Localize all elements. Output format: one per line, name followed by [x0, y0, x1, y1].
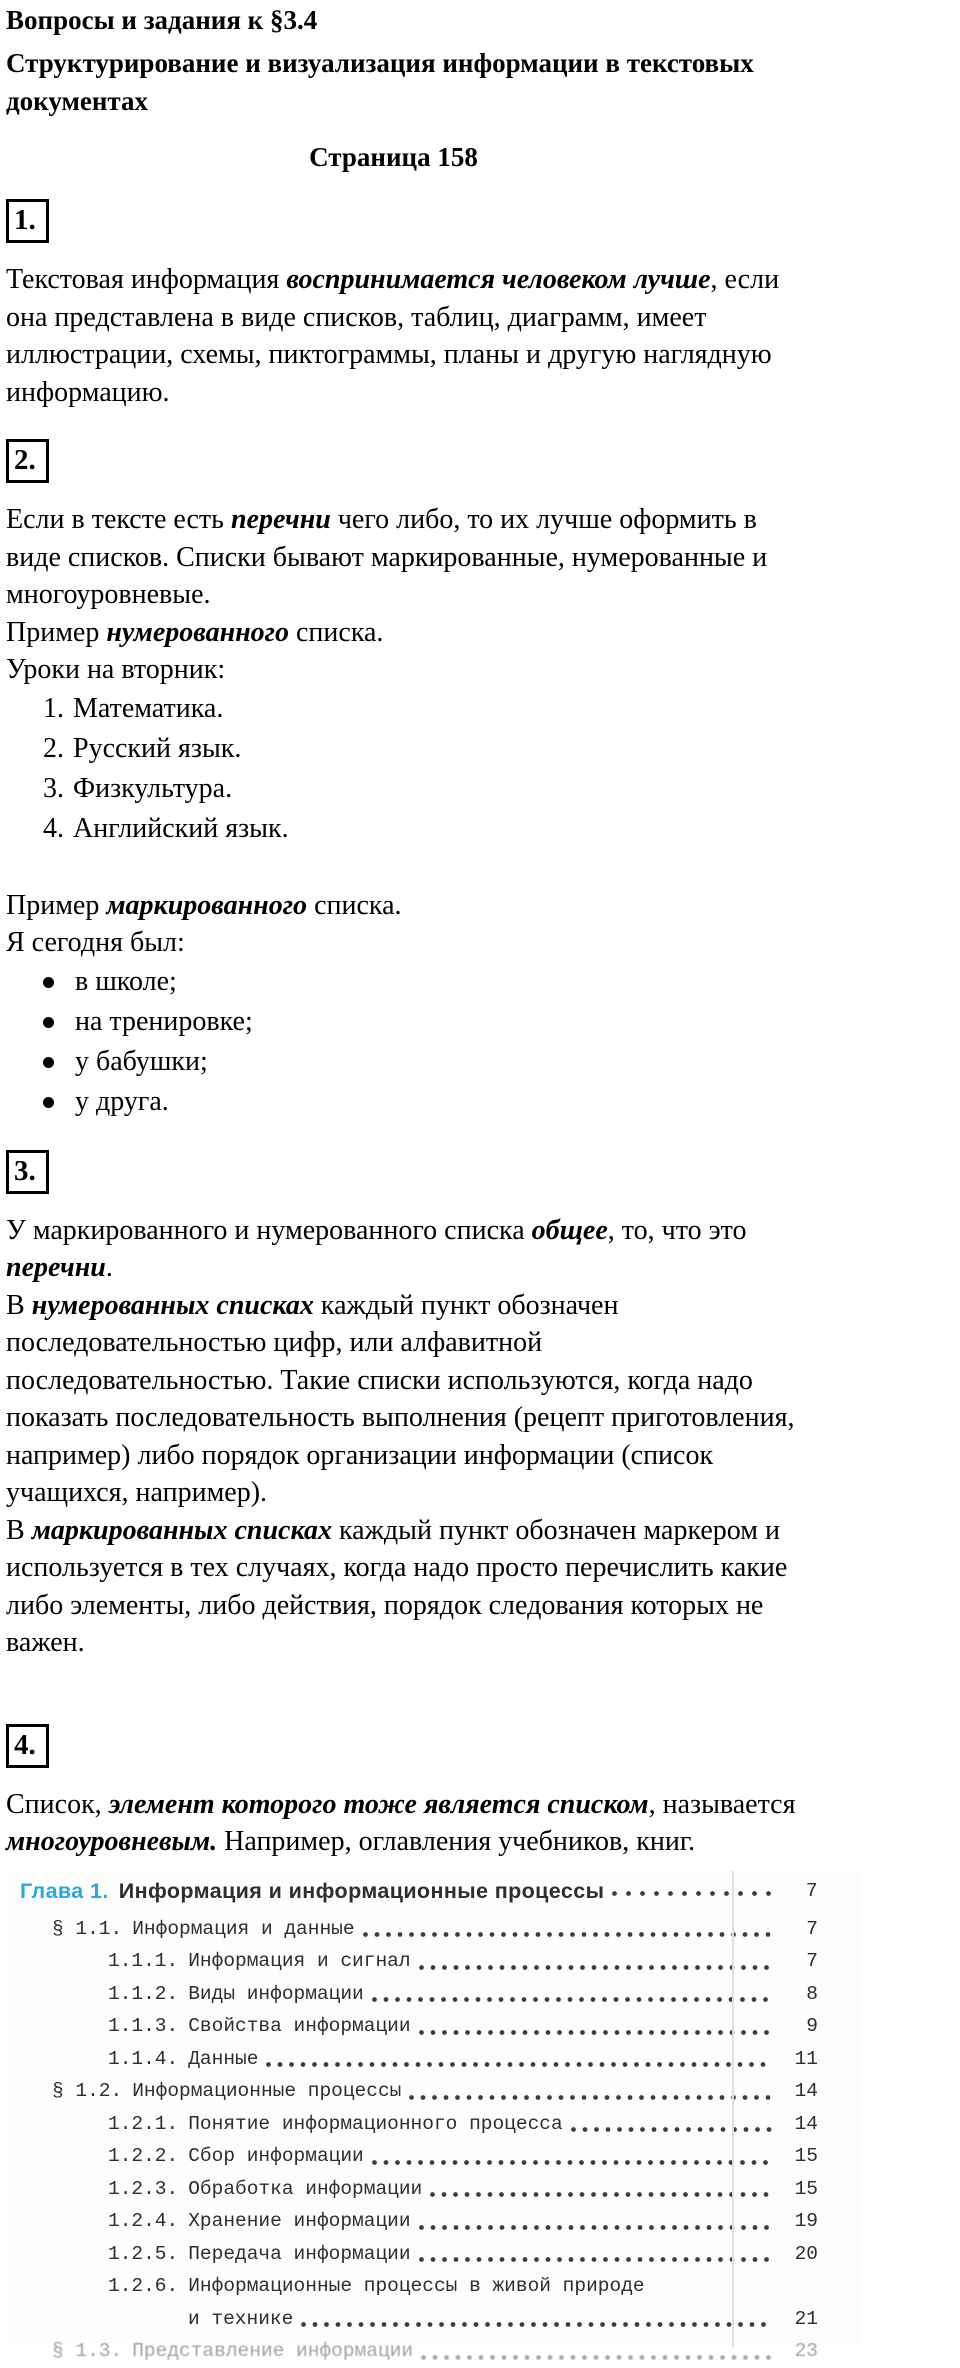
toc-entry-title: и технике	[188, 2307, 294, 2330]
text-segment: нумерованного	[106, 616, 289, 648]
list-number: 1.	[43, 692, 64, 724]
toc-leader	[363, 1913, 772, 1946]
answer-paragraph	[6, 924, 811, 962]
toc-image	[8, 1871, 860, 2362]
list-item-text: у бабушки;	[75, 1045, 208, 1077]
page-edge-line	[732, 1871, 734, 2347]
text-segment: Список,	[6, 1788, 109, 1820]
answer-paragraph	[6, 887, 811, 925]
toc-page-number: 7	[805, 1879, 818, 1902]
text-segment: маркированных списках	[31, 1514, 332, 1546]
answer-paragraph	[6, 1786, 811, 1861]
answer-paragraph	[6, 651, 811, 689]
toc-leader	[419, 2205, 772, 2238]
list-item-text: на тренировке;	[75, 1005, 253, 1037]
toc-entry-title: Представление информации	[132, 2340, 414, 2362]
toc-leader	[419, 2238, 772, 2271]
text-segment: маркированного	[106, 889, 308, 921]
toc-entry-title: Информационные процессы в живой природе	[188, 2275, 645, 2297]
answer-body	[6, 1786, 960, 1861]
text-segment: Уроки на вторник:	[6, 654, 226, 685]
toc-entry-number: 1.2.1.	[108, 2112, 179, 2135]
toc-leader	[612, 1877, 772, 1905]
answer-number-box: 3.	[6, 1150, 49, 1194]
list-item-text: у друга.	[75, 1085, 169, 1117]
toc-page-number: 15	[794, 2177, 818, 2200]
text-segment: воспринимается человеком лучше	[286, 264, 711, 295]
toc-page-number: 11	[794, 2047, 818, 2070]
toc-page-number: 9	[806, 2015, 818, 2037]
answer-paragraph	[6, 261, 811, 411]
answer-paragraph	[6, 1287, 811, 1512]
text-segment: Например, оглавления учебников, книг.	[217, 1826, 696, 1857]
bulleted-list	[6, 962, 811, 1122]
toc-entry-number: 1.1.1.	[108, 1950, 179, 1972]
text-segment: Текстовая информация	[6, 264, 287, 295]
toc-entry-title: Информация и сигнал	[188, 1950, 411, 1972]
text-segment: , то, что это	[607, 1214, 747, 1246]
list-item-text: Английский язык.	[73, 812, 289, 844]
toc-entry-number: 1.2.2.	[108, 2145, 179, 2167]
numbered-list-item	[6, 769, 811, 809]
answer-paragraph	[6, 501, 811, 614]
list-item-text: Русский язык.	[73, 732, 242, 764]
toc-leader	[266, 2043, 772, 2076]
toc-leader	[301, 2303, 772, 2336]
text-segment: Я сегодня был:	[6, 927, 185, 958]
page-title: Вопросы и задания к §3.4	[6, 5, 318, 35]
toc-entry-title: Информационные процессы	[132, 2080, 402, 2102]
toc-entry-number: 1.1.3.	[108, 2015, 179, 2037]
text-segment: элемент которого тоже является списком	[108, 1788, 649, 1820]
toc-page-number: 8	[806, 1982, 818, 2005]
text-segment: списка.	[307, 889, 402, 921]
toc-entry-title: Свойства информации	[188, 2015, 411, 2037]
toc-entry-title: Информация и данные	[132, 1917, 355, 1940]
text-segment: В	[6, 1289, 32, 1321]
document-header	[6, 4, 960, 173]
toc-entry-number: § 1.1.	[52, 1917, 123, 1940]
toc-entry-title: Обработка информации	[188, 2177, 423, 2200]
toc-row	[8, 2335, 860, 2368]
toc-entry-title: Данные	[188, 2047, 259, 2070]
text-segment: .	[105, 1252, 113, 1283]
bulleted-list-item	[6, 1082, 811, 1122]
toc-entry-number: 1.2.3.	[108, 2177, 179, 2200]
list-item-text: Физкультура.	[73, 772, 233, 804]
text-segment: В	[6, 1514, 32, 1546]
toc-leader	[571, 2108, 772, 2141]
answer-body	[6, 1212, 960, 1662]
text-segment: У маркированного и нумерованного списка	[6, 1214, 532, 1246]
bulleted-list-item	[6, 1042, 811, 1082]
toc-entry-number: 1.2.4.	[108, 2210, 179, 2232]
bullet-icon	[43, 1097, 54, 1108]
toc-leader	[419, 1945, 772, 1978]
bullet-icon	[43, 977, 54, 988]
list-number: 3.	[43, 772, 64, 804]
text-segment: общее	[531, 1214, 608, 1246]
text-segment: Пример	[6, 889, 107, 921]
list-item-text: Математика.	[73, 692, 224, 724]
toc-entry-title: Понятие информационного процесса	[188, 2112, 563, 2135]
text-segment: Пример	[6, 616, 107, 648]
toc-leader	[419, 2010, 772, 2043]
answer-number-box: 1.	[6, 199, 49, 243]
numbered-list	[6, 689, 811, 849]
text-segment: нумерованных списках	[31, 1289, 314, 1321]
text-segment: каждый пункт обозначен маркером и используется в тех случаях, когда надо просто перечислить какие либо элементы, либо действия, порядок следования которых не важен.	[6, 1514, 788, 1658]
text-segment: Если в тексте есть	[6, 504, 231, 535]
bulleted-list-item	[6, 962, 811, 1002]
page-subtitle: Структурирование и визуализация информации в текстовых документах	[6, 48, 754, 116]
toc-leader	[421, 2335, 772, 2368]
toc-leader	[409, 2075, 772, 2108]
toc-entry-title: Хранение информации	[188, 2210, 411, 2232]
toc-entry-title: Сбор информации	[188, 2145, 364, 2167]
answer-paragraph	[6, 1512, 811, 1662]
text-segment: многоуровневым.	[6, 1826, 218, 1857]
text-segment: чего либо, то их лучше оформить в виде списков. Списки бывают маркированные, нумерованные и многоуровневые.	[6, 504, 768, 610]
toc-page-number: 21	[794, 2307, 818, 2330]
textbook-page-reference: Страница 158	[309, 142, 478, 172]
text-segment: перечни	[230, 504, 331, 535]
toc-page-number: 20	[794, 2242, 818, 2265]
answers-list	[6, 199, 960, 1861]
bullet-icon	[43, 1057, 54, 1068]
toc-entry-title: Передача информации	[188, 2242, 411, 2265]
toc-page-number: 7	[806, 1917, 818, 1940]
blank-line	[6, 849, 960, 887]
toc-page-number: 14	[794, 2080, 818, 2102]
toc-entry-number: § 1.2.	[52, 2080, 123, 2102]
toc-chapter-label: Глава 1.	[20, 1878, 109, 1903]
toc-entry-title: Виды информации	[188, 1982, 364, 2005]
toc-entry-number: 1.2.5.	[108, 2242, 179, 2265]
bulleted-list-item	[6, 1002, 811, 1042]
answer-body	[6, 261, 960, 411]
answer-section	[6, 199, 960, 411]
toc-page-number: 23	[794, 2340, 818, 2362]
answer-paragraph	[6, 614, 811, 652]
answer-body	[6, 501, 960, 1122]
answer-section	[6, 1724, 960, 1861]
answer-section	[6, 1150, 960, 1662]
list-number: 2.	[43, 732, 64, 764]
text-segment: , называется	[648, 1788, 796, 1820]
toc-leader	[372, 1978, 772, 2011]
answer-section	[6, 439, 960, 1122]
text-segment: списка.	[289, 616, 384, 648]
list-number: 4.	[43, 812, 64, 844]
numbered-list-item	[6, 729, 811, 769]
toc-leader	[430, 2173, 772, 2206]
toc-entry-number: 1.2.6.	[108, 2275, 179, 2297]
toc-page-number: 15	[794, 2145, 818, 2167]
numbered-list-item	[6, 689, 811, 729]
toc-leader	[372, 2140, 772, 2173]
toc-entry-number: 1.1.2.	[108, 1982, 179, 2005]
text-segment: каждый пункт обозначен последовательностью цифр, или алфавитной последовательностью. Такие списки используются, когда надо показать последовательность выполнения (рецепт приготовления, например) либо порядок организации информации (список учащихся, например).	[6, 1289, 795, 1508]
text-segment: , если она представлена в виде списков, таблиц, диаграмм, имеет иллюстрации, схемы, пиктограммы, планы и другую наглядную информацию.	[6, 264, 780, 408]
toc-page-number: 19	[794, 2210, 818, 2232]
toc-chapter-title: Информация и информационные процессы	[118, 1878, 605, 1903]
toc-page-number: 14	[794, 2112, 818, 2135]
toc-page-number: 7	[806, 1950, 818, 1972]
list-item-text: в школе;	[75, 965, 177, 997]
toc-entry-number: 1.1.4.	[108, 2047, 179, 2070]
toc-entry-number: § 1.3.	[52, 2340, 123, 2362]
answer-number-box: 4.	[6, 1724, 49, 1768]
answer-paragraph	[6, 1212, 811, 1287]
text-segment: перечни	[6, 1252, 106, 1283]
bullet-icon	[43, 1017, 54, 1028]
numbered-list-item	[6, 809, 811, 849]
answer-number-box: 2.	[6, 439, 49, 483]
